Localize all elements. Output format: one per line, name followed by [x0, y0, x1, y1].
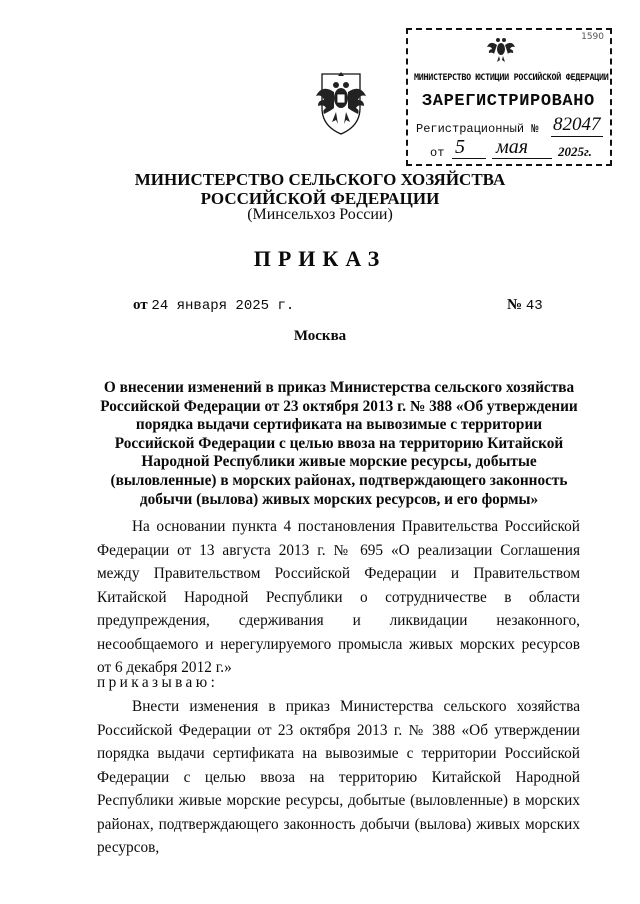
order-number [507, 297, 543, 314]
order-date [133, 297, 294, 314]
stamp-corner-mark: 1590 [581, 32, 604, 42]
order-number-value: 43 [525, 298, 543, 314]
body-order-word: приказываю: [97, 674, 219, 691]
order-date-prefix: от [133, 297, 148, 313]
order-date-value: 24 января 2025 г. [151, 298, 295, 314]
stamp-reg-number-label: Регистрационный № [416, 122, 539, 136]
stamp-day: 5 [455, 136, 465, 158]
stamp-year: 2025г. [558, 144, 592, 159]
body-paragraph-changes: Внести изменения в приказ Министерства сельского хозяйства Российской Федерации от 23 октября 2013 г. № 388 «Об утверждении порядка выдачи сертификата на вывозимые с территории Российской Федерации с целью ввоза на территорию Китайской Народной Республики живые морские ресурсы, добытые (выловленные) в морских районах, подтверждающего законность добычи (вылова) живых морских ресурсов, [97, 698, 580, 856]
order-number-prefix: № [507, 297, 523, 313]
stamp-date-prefix: от [430, 146, 445, 160]
stamp-ministry-name: МИНИСТЕРСТВО ЮСТИЦИИ РОССИЙСКОЙ ФЕДЕРАЦИИ [414, 72, 609, 82]
ministry-short-name: (Минсельхоз России) [247, 206, 393, 223]
coat-of-arms-emblem [308, 68, 374, 138]
stamp-month: мая [496, 136, 529, 158]
body-paragraph-basis: На основании пункта 4 постановления Правительства Российской Федерации от 13 августа 2013 г. № 695 «О реализации Соглашения между Правительством Российской Федерации и Правительством Китайской Народной Республики о сотрудничестве в области предупреждения, сдерживания и ликвидации незаконного, несообщаемого и нерегулируемого промысла живых морских ресурсов от 6 декабря 2012 г.» [97, 518, 580, 676]
order-city: Москва [293, 328, 347, 344]
registration-stamp [406, 28, 612, 166]
order-title: О внесении изменений в приказ Министерства сельского хозяйства Российской Федерации от 23 октября 2013 г. № 388 «Об утверждении порядка выдачи сертификата на вывозимые с территории Российской Федерации с целью ввоза на территорию Китайской Народной Республики живые морские ресурсы, добытые (выловленные) в морских районах, подтверждающего законность добычи (вылова) живых морских ресурсов, и его формы» [100, 379, 578, 508]
document-type-heading: ПРИКАЗ [253, 246, 387, 271]
ministry-name-line2: РОССИЙСКОЙ ФЕДЕРАЦИИ [200, 189, 440, 208]
ministry-name-line1: МИНИСТЕРСТВО СЕЛЬСКОГО ХОЗЯЙСТВА [134, 170, 506, 189]
stamp-registered-label: ЗАРЕГИСТРИРОВАНО [422, 92, 595, 111]
stamp-reg-number: 82047 [553, 114, 601, 135]
stamp-emblem-icon [486, 34, 516, 64]
